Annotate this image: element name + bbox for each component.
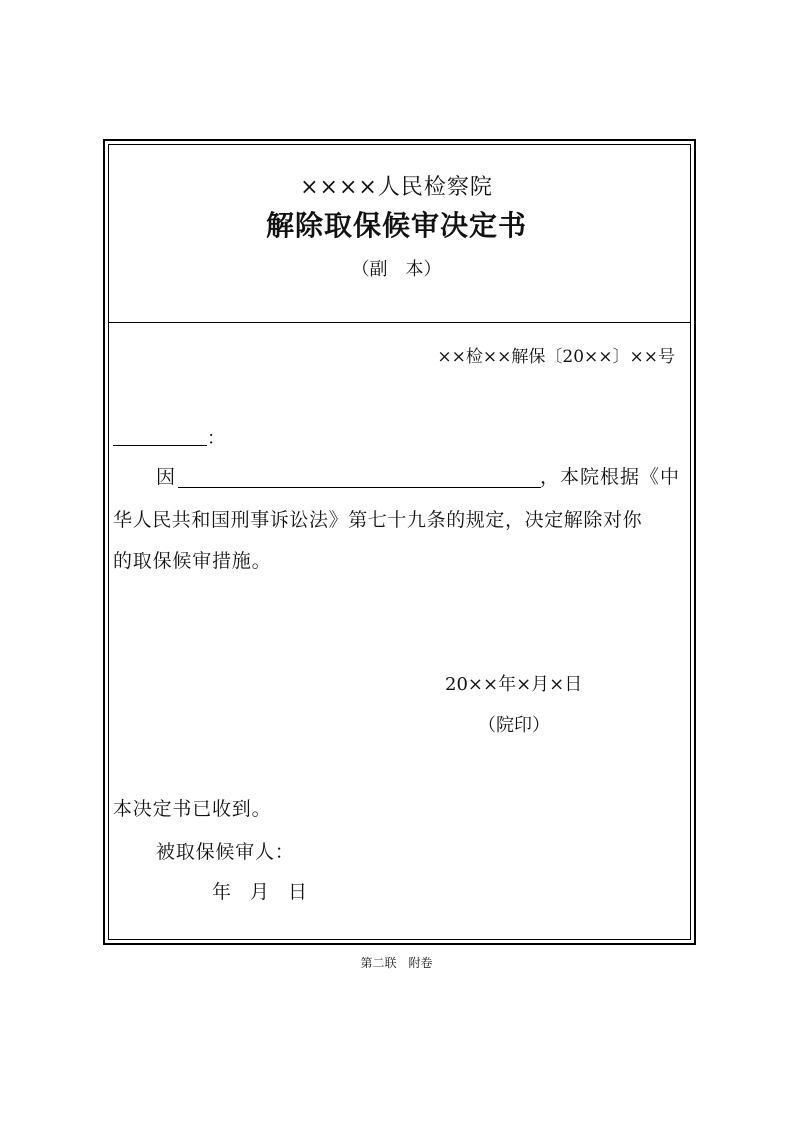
document-title: 解除取保候审决定书 [265,209,527,242]
header-divider [108,322,691,323]
decision-date: 20××年×月×日 [445,674,583,695]
recipient-label: 被取保候审人： [156,841,295,863]
addressee-blank [113,431,207,446]
footer-copy-note: 第二联 附卷 [360,956,433,970]
body-line1-prefix: 因 [156,466,176,488]
copy-label: （副 本） [351,259,442,280]
receipt-date-line: 年 月 日 [212,881,308,903]
receipt-statement: 本决定书已收到。 [113,798,272,820]
court-seal-label: （院印） [478,715,550,736]
body-line1-suffix: ，本院根据《中 [540,466,681,488]
document-number: ××检××解保〔20××〕××号 [437,347,675,367]
body-line2: 华人民共和国刑事诉讼法》第七十九条的规定，决定解除对你 [113,509,643,531]
agency-name: ××××人民检察院 [300,175,493,200]
body-line3: 的取保候审措施。 [113,550,272,572]
addressee-colon: ： [207,428,225,449]
reason-blank [178,471,541,488]
